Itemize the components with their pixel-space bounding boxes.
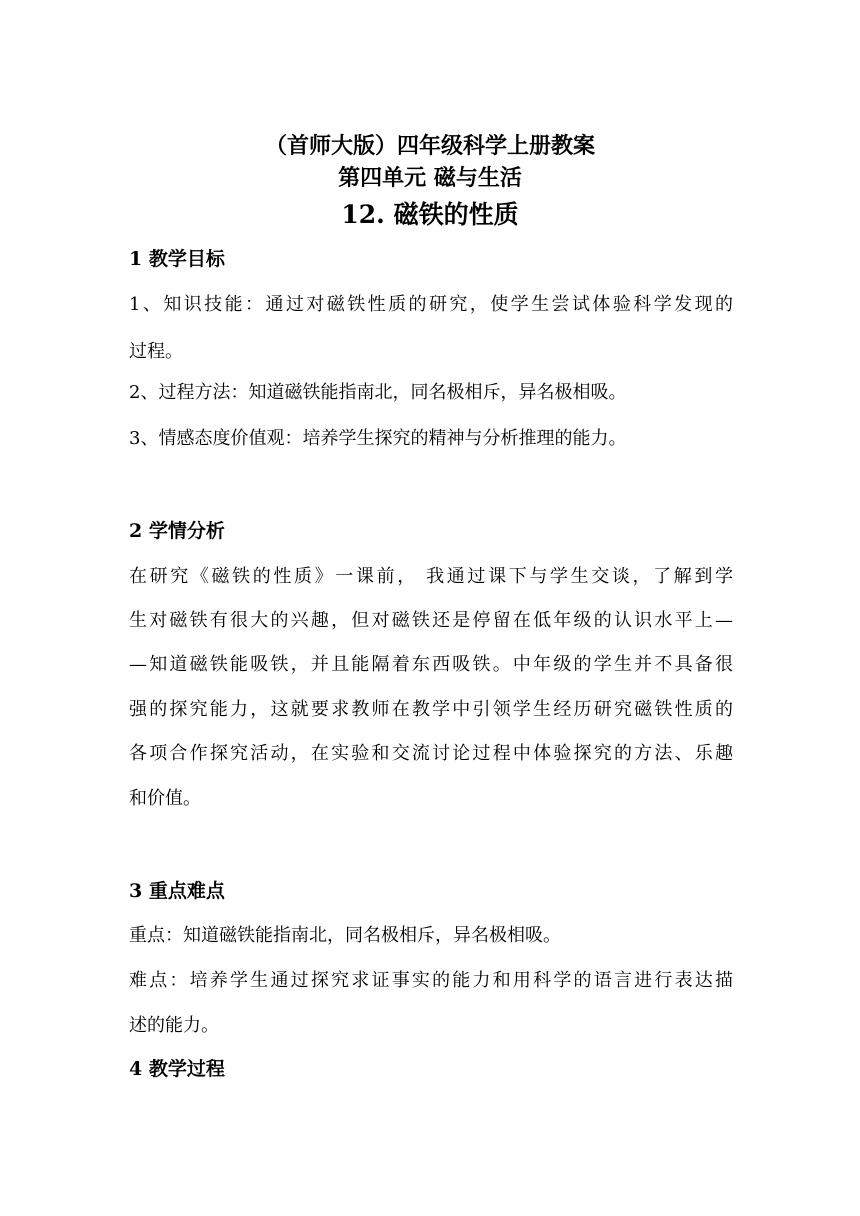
paragraph-line: 和价值。 <box>129 788 201 809</box>
paragraph-line: 强的探究能力，这就要求教师在教学中引领学生经历研究磁铁性质的 <box>129 699 733 720</box>
section-heading-key-points: 3 重点难点 <box>129 880 225 902</box>
paragraph-line: 生对磁铁有很大的兴趣，但对磁铁还是停留在低年级的认识水平上— <box>129 610 733 631</box>
paragraph-line: 2、过程方法：知道磁铁能指南北，同名极相斥，异名极相吸。 <box>129 382 627 403</box>
document-title: （首师大版）四年级科学上册教案 <box>264 133 595 159</box>
paragraph-line: —知道磁铁能吸铁，并且能隔着东西吸铁。中年级的学生并不具备很 <box>129 654 733 675</box>
section-heading-teaching-goals: 1 教学目标 <box>129 248 225 270</box>
paragraph-line: 重点：知道磁铁能指南北，同名极相斥，异名极相吸。 <box>129 925 561 946</box>
section-heading-student-analysis: 2 学情分析 <box>129 520 225 542</box>
paragraph-line: 述的能力。 <box>129 1015 219 1036</box>
paragraph-line: 各项合作探究活动，在实验和交流讨论过程中体验探究的方法、乐趣 <box>129 743 733 764</box>
paragraph-line: 难点：培养学生通过探究求证事实的能力和用科学的语言进行表达描 <box>129 970 733 991</box>
lesson-title: 12. 磁铁的性质 <box>341 200 519 229</box>
unit-title: 第四单元 磁与生活 <box>338 165 522 191</box>
paragraph-line: 3、情感态度价值观：培养学生探究的精神与分析推理的能力。 <box>129 428 627 449</box>
paragraph-line: 在研究《磁铁的性质》一课前， 我通过课下与学生交谈，了解到学 <box>129 566 733 587</box>
paragraph-line: 过程。 <box>129 341 183 362</box>
paragraph-line: 1、知识技能：通过对磁铁性质的研究，使学生尝试体验科学发现的 <box>129 294 733 315</box>
section-heading-teaching-process: 4 教学过程 <box>129 1058 225 1080</box>
